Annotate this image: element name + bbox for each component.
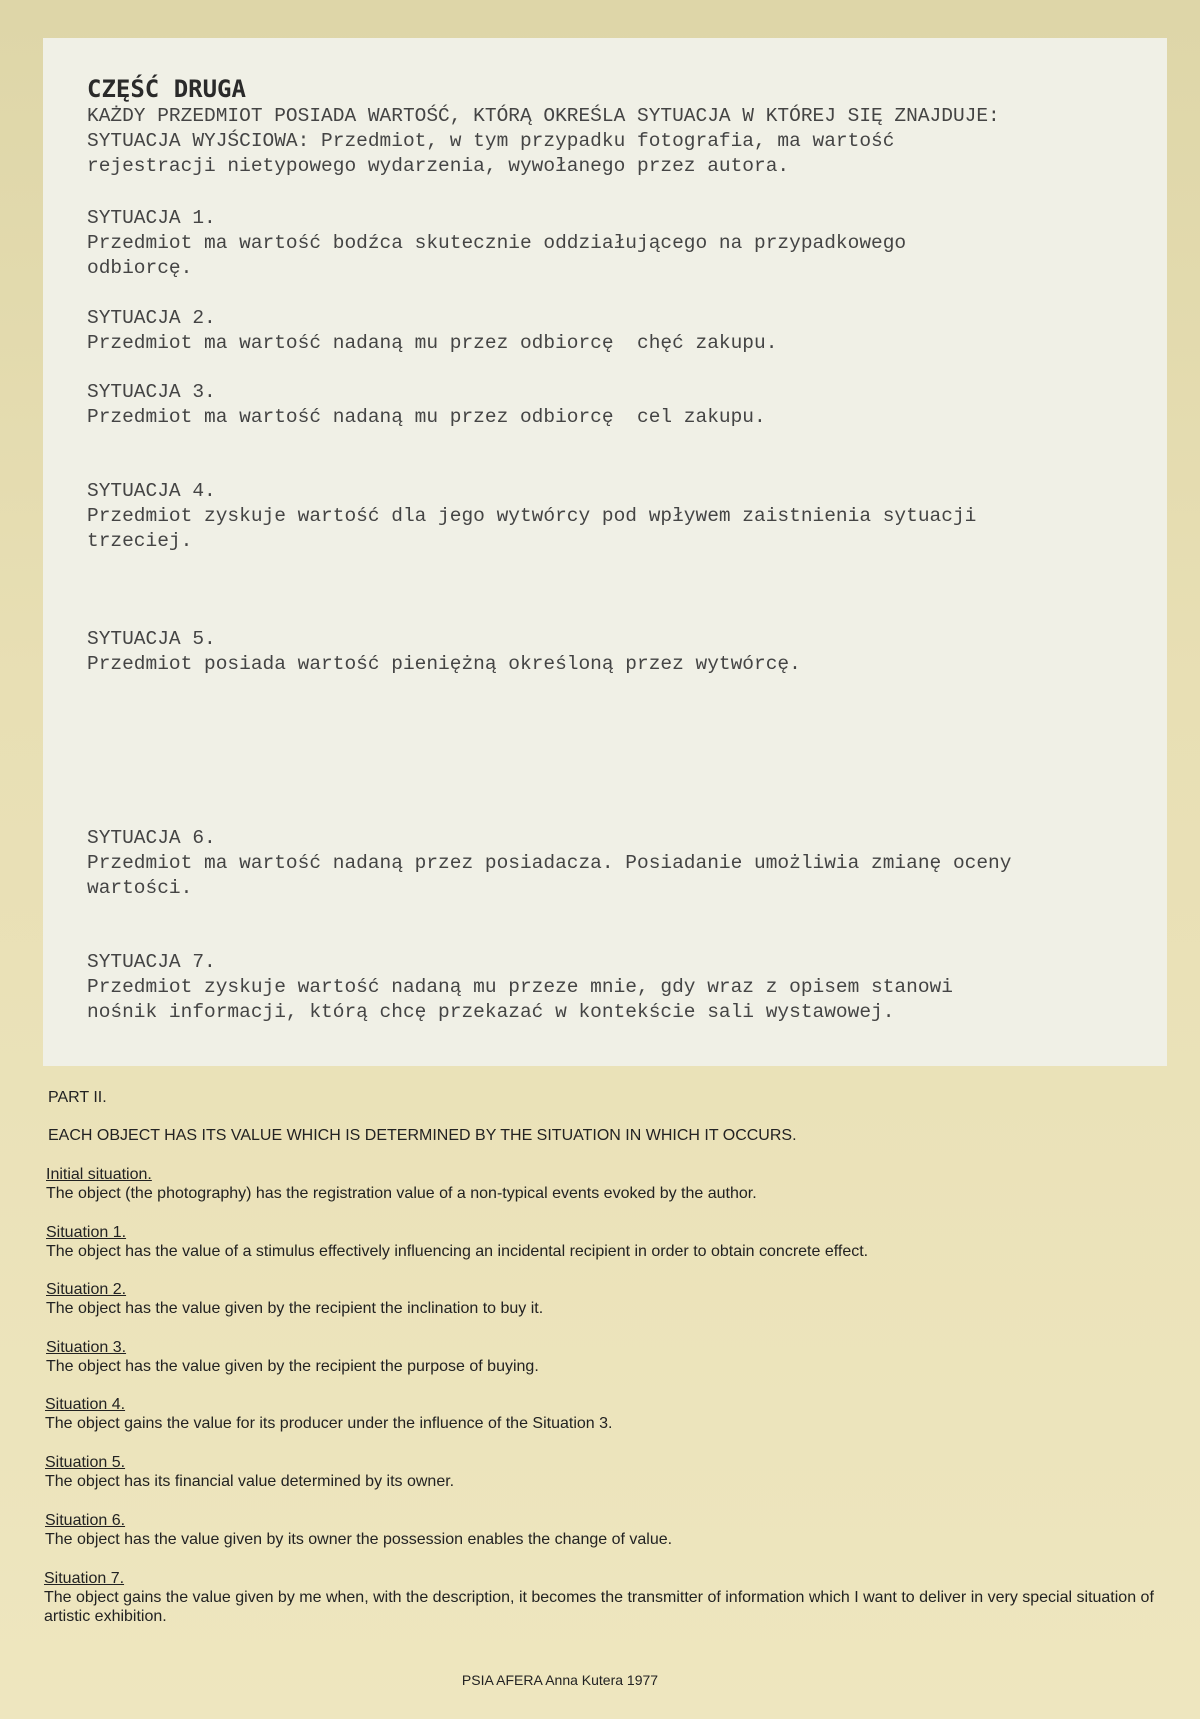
situation-text: The object has the value of a stimulus effectively influencing an incidental recipient in order to obtain concrete effect. xyxy=(46,1243,869,1260)
situation-heading: Situation 3. xyxy=(46,1339,127,1356)
polish-situation-4 xyxy=(87,479,1147,554)
polish-situation-7 xyxy=(87,950,1147,1025)
situation-text: Przedmiot posiada wartość pieniężną określoną przez wytwórcę. xyxy=(87,653,801,675)
situation-text: The object has the value given by the recipient the inclination to buy it. xyxy=(46,1300,544,1317)
polish-title: CZĘŚĆ DRUGA xyxy=(87,75,246,103)
english-situation-2 xyxy=(46,1280,1166,1318)
polish-intro-line: rejestracji nietypowego wydarzenia, wywołanego przez autora. xyxy=(87,155,790,177)
situation-text: The object (the photography) has the registration value of a non-typical events evoked by the author. xyxy=(46,1185,757,1202)
english-statement: EACH OBJECT HAS ITS VALUE WHICH IS DETERMINED BY THE SITUATION IN WHICH IT OCCURS. xyxy=(48,1127,797,1144)
footer-credit: PSIA AFERA Anna Kutera 1977 xyxy=(461,1672,659,1688)
situation-heading: SYTUACJA 1. xyxy=(87,207,216,229)
polish-situation-1 xyxy=(87,206,1147,281)
situation-heading: SYTUACJA 5. xyxy=(87,628,216,650)
situation-text: The object gains the value for its producer under the influence of the Situation 3. xyxy=(45,1415,613,1432)
situation-text: trzeciej. xyxy=(87,530,193,552)
situation-text: The object has its financial value determined by its owner. xyxy=(45,1473,455,1490)
polish-situation-3 xyxy=(87,380,1147,430)
english-situation-6 xyxy=(45,1511,1165,1549)
situation-heading: SYTUACJA 7. xyxy=(87,951,216,973)
polish-intro-line: KAŻDY PRZEDMIOT POSIADA WARTOŚĆ, KTÓRĄ OKREŚLA SYTUACJA W KTÓREJ SIĘ ZNAJDUJE: xyxy=(87,105,1000,127)
english-situation-4 xyxy=(45,1395,1165,1433)
situation-text: odbiorcę. xyxy=(87,257,193,279)
english-initial-situation xyxy=(46,1165,1166,1203)
situation-heading: SYTUACJA 3. xyxy=(87,381,216,403)
english-situation-3 xyxy=(46,1338,1166,1376)
situation-text: Przedmiot ma wartość nadaną mu przez odbiorcę cel zakupu. xyxy=(87,406,766,428)
situation-heading: SYTUACJA 4. xyxy=(87,480,216,502)
english-part-title: PART II. xyxy=(48,1089,107,1106)
situation-text: The object has the value given by the recipient the purpose of buying. xyxy=(46,1358,539,1375)
situation-text: wartości. xyxy=(87,877,193,899)
situation-heading: Situation 4. xyxy=(45,1396,126,1413)
situation-heading: Situation 6. xyxy=(45,1512,126,1529)
situation-text: Przedmiot ma wartość bodźca skutecznie oddziałującego na przypadkowego xyxy=(87,232,907,254)
situation-heading: SYTUACJA 2. xyxy=(87,307,216,329)
situation-text: Przedmiot ma wartość nadaną mu przez odbiorcę chęć zakupu. xyxy=(87,332,778,354)
english-situation-1 xyxy=(46,1223,1166,1261)
situation-heading: Situation 5. xyxy=(45,1454,126,1471)
situation-heading: SYTUACJA 6. xyxy=(87,827,216,849)
situation-text: Przedmiot zyskuje wartość dla jego wytwórcy pod wpływem zaistnienia sytuacji xyxy=(87,505,977,527)
english-situation-5 xyxy=(45,1453,1165,1491)
situation-heading: Initial situation. xyxy=(46,1166,152,1183)
situation-text: The object has the value given by its owner the possession enables the change of value. xyxy=(45,1531,673,1548)
situation-text: nośnik informacji, którą chcę przekazać w kontekście sali wystawowej. xyxy=(87,1001,895,1023)
situation-text: Przedmiot zyskuje wartość nadaną mu przeze mnie, gdy wraz z opisem stanowi xyxy=(87,976,953,998)
polish-situation-6 xyxy=(87,826,1147,901)
polish-header xyxy=(87,74,1147,179)
polish-situation-5 xyxy=(87,627,1147,677)
polish-intro-line: SYTUACJA WYJŚCIOWA: Przedmiot, w tym przypadku fotografia, ma wartość xyxy=(87,130,895,152)
situation-text: Przedmiot ma wartość nadaną przez posiadacza. Posiadanie umożliwia zmianę oceny xyxy=(87,852,1012,874)
situation-heading: Situation 1. xyxy=(46,1224,127,1241)
situation-text: The object gains the value given by me when, with the description, it becomes the transmitter of information which I want to deliver in very special situation of artistic exhibition. xyxy=(44,1589,1154,1625)
polish-situation-2 xyxy=(87,306,1147,356)
english-situation-7 xyxy=(44,1569,1154,1626)
situation-heading: Situation 7. xyxy=(44,1570,125,1587)
situation-heading: Situation 2. xyxy=(46,1281,127,1298)
